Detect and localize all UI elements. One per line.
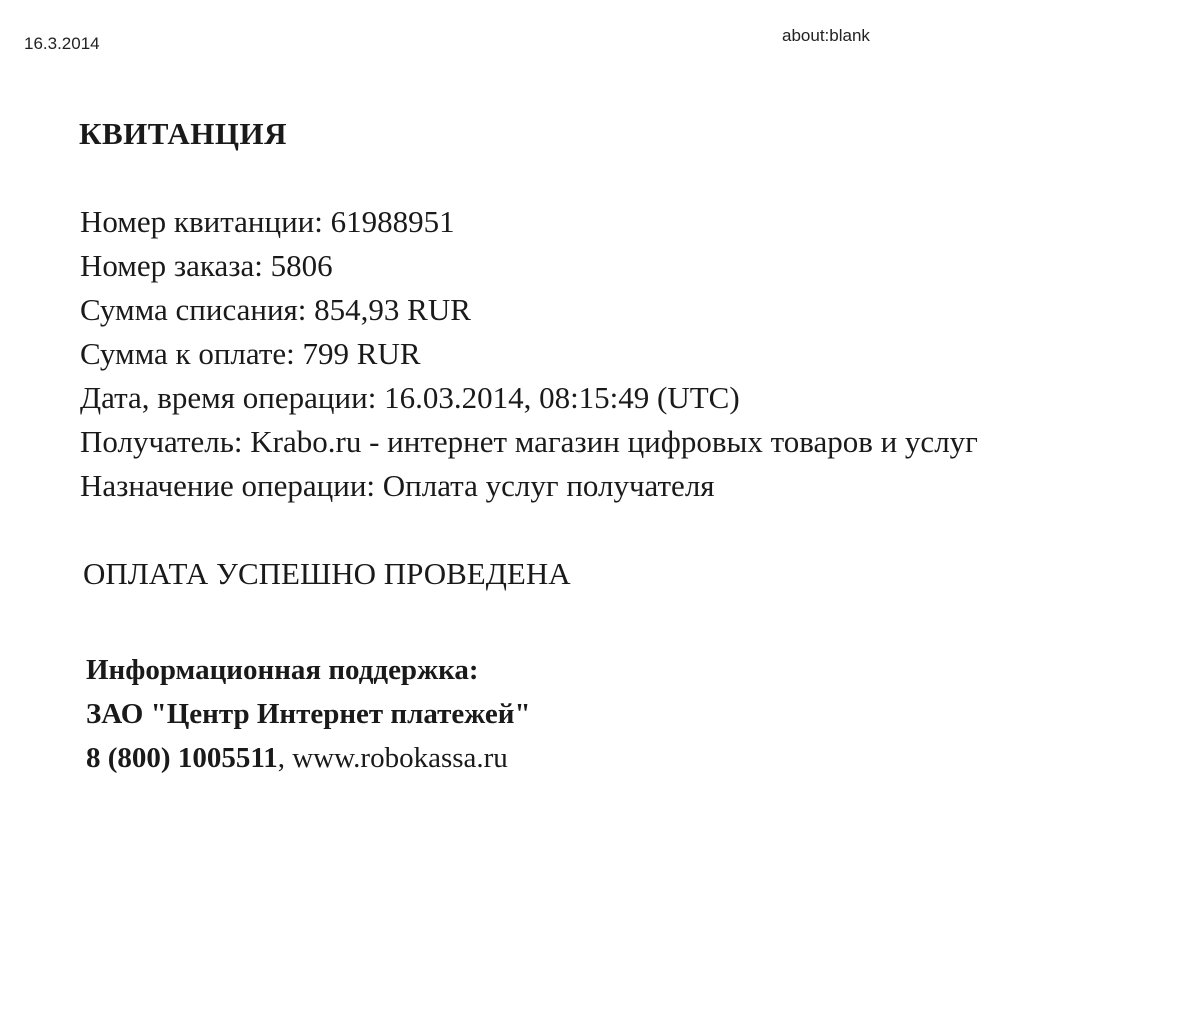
detail-value: Krabo.ru - интернет магазин цифровых товаров и услуг xyxy=(250,424,978,459)
detail-value: 5806 xyxy=(270,248,333,283)
detail-value: 799 RUR xyxy=(302,336,421,371)
print-header-url: about:blank xyxy=(782,26,870,45)
contacts-separator: , xyxy=(277,742,285,774)
operation-datetime-row xyxy=(80,376,978,420)
detail-label: Получатель: xyxy=(80,424,243,459)
detail-label: Дата, время операции: xyxy=(80,380,377,415)
payable-amount-row xyxy=(80,332,978,376)
order-number-row xyxy=(80,244,978,288)
recipient-row xyxy=(80,420,978,464)
support-contacts xyxy=(86,736,531,780)
detail-label: Сумма списания: xyxy=(80,292,307,327)
detail-value: Оплата услуг получателя xyxy=(382,468,715,503)
payment-status: ОПЛАТА УСПЕШНО ПРОВЕДЕНА xyxy=(83,556,571,591)
detail-value: 854,93 RUR xyxy=(314,292,471,327)
print-header-date: 16.3.2014 xyxy=(24,34,100,53)
detail-label: Номер заказа: xyxy=(80,248,263,283)
support-heading: Информационная поддержка: xyxy=(86,654,479,686)
detail-label: Номер квитанции: xyxy=(80,204,323,239)
receipt-number-row xyxy=(80,200,978,244)
detail-value: 16.03.2014, 08:15:49 (UTC) xyxy=(384,380,740,415)
receipt-title: КВИТАНЦИЯ xyxy=(79,116,288,151)
support-website: www.robokassa.ru xyxy=(292,742,508,774)
charged-amount-row xyxy=(80,288,978,332)
support-company: ЗАО "Центр Интернет платежей" xyxy=(86,698,531,730)
receipt-details xyxy=(80,200,978,508)
detail-label: Назначение операции: xyxy=(80,468,376,503)
support-phone: 8 (800) 1005511 xyxy=(86,742,278,774)
detail-value: 61988951 xyxy=(330,204,455,239)
support-info xyxy=(86,648,531,780)
detail-label: Сумма к оплате: xyxy=(80,336,295,371)
operation-purpose-row xyxy=(80,464,978,508)
